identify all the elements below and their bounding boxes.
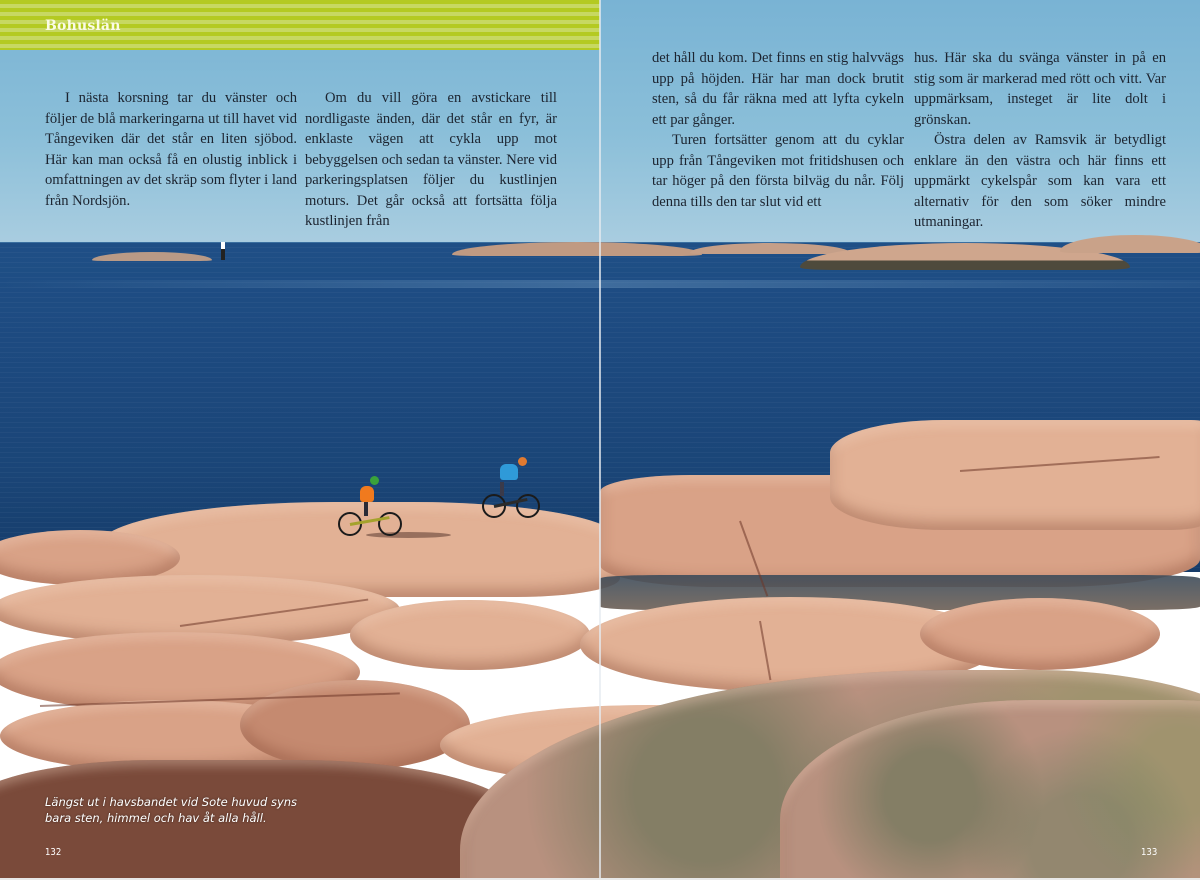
right-page-column-2 xyxy=(914,48,1166,233)
paragraph: I nästa korsning tar du vänster och följer de blå markeringarna ut till havet vid Tångeviken där det står en liten sjöbod. Här kan man också få en olustig inblick i omfattningen av det skräp som flyter i land från Nordsjön. xyxy=(45,90,297,209)
paragraph: Östra delen av Ramsvik är betydligt enklare än den västra och här finns ett uppmärkt cykelspår som kan vara ett alternativ för den som söker mindre utmaningar. xyxy=(914,132,1166,230)
island-left xyxy=(92,252,212,261)
left-page-column-2 xyxy=(305,88,557,232)
paragraph: Turen fortsätter genom att du cyklar upp från Tångeviken mot fritidshusen och tar höger på den första bilväg du når. Följ denna tills den tar slut vid ett xyxy=(652,132,904,210)
bike-wheel xyxy=(516,494,540,518)
running-head: Bohuslän xyxy=(45,18,121,34)
paragraph: Om du vill göra en avstickare till nordligaste änden, där det står en fyr, är enklaste vägen att cykla upp mot bebyggelsen och sedan ta vänster. Nere vid parkeringsplatsen följer du kustlinjen moturs. Det går också att fortsätta följa kustlinjen från xyxy=(305,90,557,229)
cyclist-blue xyxy=(480,456,550,526)
page-gutter xyxy=(599,0,601,880)
rider-leg xyxy=(364,502,368,516)
photo-caption: Längst ut i havsbandet vid Sote huvud syns bara sten, himmel och hav åt alla håll. xyxy=(45,795,298,825)
rider-torso xyxy=(360,486,374,502)
lighthouse xyxy=(221,242,225,260)
rock-mid-1 xyxy=(350,600,590,670)
bike-wheel xyxy=(378,512,402,536)
left-page-column-1 xyxy=(45,88,297,211)
rock-right-top xyxy=(830,420,1200,530)
cyclist-orange xyxy=(336,472,406,542)
right-page-column-1 xyxy=(652,48,904,212)
paragraph: det håll du kom. Det finns en stig halvvägs upp på höjden. Här har man dock brutit sten, så du får räkna med att lyfta cykeln ett par gånger. xyxy=(652,50,904,128)
paragraph: hus. Här ska du svänga vänster in på en stig som är markerad med rött och vitt. Var uppmärksam, insteget är lite dolt i grönskan. xyxy=(914,50,1166,128)
cyclist-shadow xyxy=(366,532,451,538)
rider-torso xyxy=(500,464,518,480)
page-number-right: 133 xyxy=(1141,847,1158,858)
rider-helmet xyxy=(518,457,527,466)
rider-leg xyxy=(500,482,504,496)
page-number-left: 132 xyxy=(45,847,62,858)
rider-helmet xyxy=(370,476,379,485)
rock-mid-3 xyxy=(920,598,1160,670)
